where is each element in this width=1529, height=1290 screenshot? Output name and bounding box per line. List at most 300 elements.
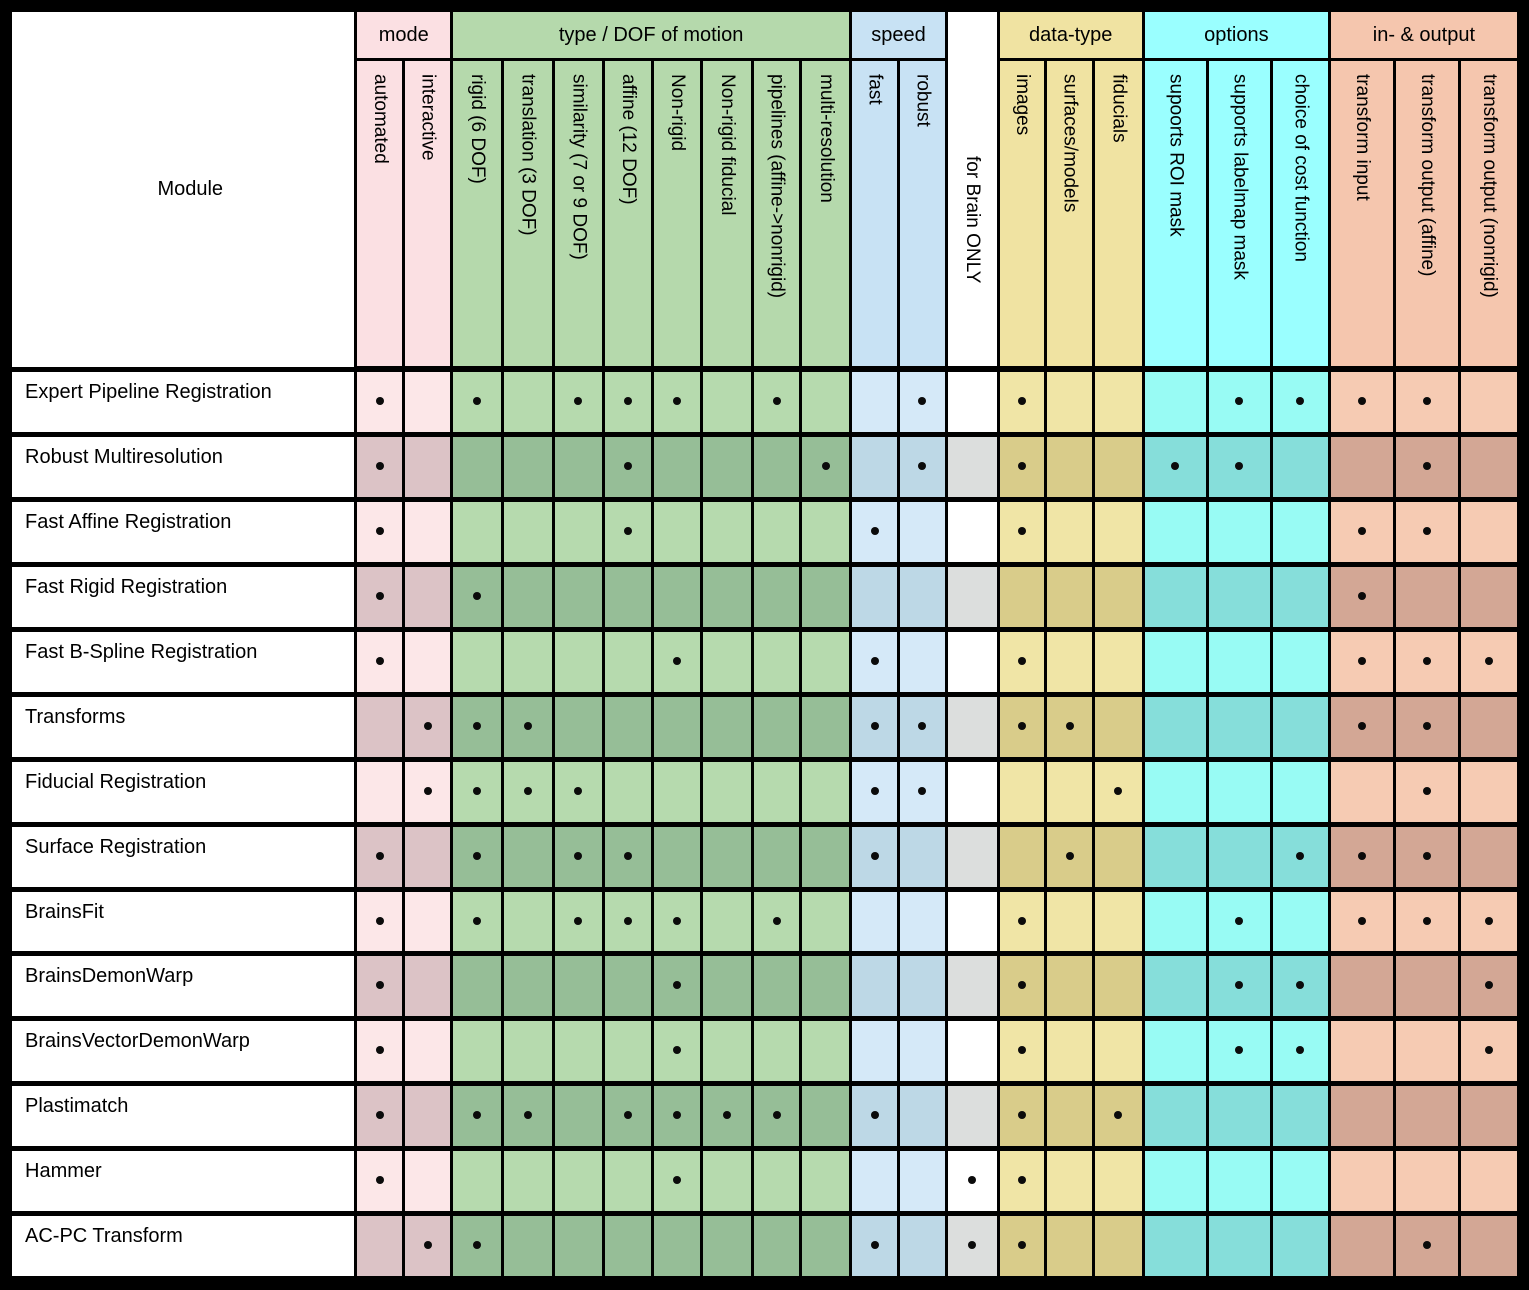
- dot: [1235, 397, 1243, 405]
- dot: [673, 917, 681, 925]
- dot: [624, 462, 632, 470]
- matrix-cell: [801, 889, 851, 954]
- matrix-cell: [1143, 369, 1207, 435]
- matrix-cell: [1046, 889, 1094, 954]
- matrix-cell: [404, 369, 452, 435]
- column-header-13: [998, 60, 1046, 370]
- matrix-cell: [1394, 564, 1459, 629]
- matrix-cell: [553, 889, 604, 954]
- matrix-cell: [653, 694, 702, 759]
- matrix-cell: [1143, 694, 1207, 759]
- matrix-cell: [1046, 759, 1094, 824]
- matrix-cell: [801, 1214, 851, 1279]
- matrix-cell: [1271, 889, 1329, 954]
- matrix-cell: [553, 1214, 604, 1279]
- dot: [1018, 1111, 1026, 1119]
- matrix-cell: [1394, 1084, 1459, 1149]
- matrix-cell: [946, 564, 998, 629]
- column-header-label: automated: [369, 74, 391, 164]
- dot: [1018, 1046, 1026, 1054]
- dot: [871, 787, 879, 795]
- matrix-cell: [356, 564, 404, 629]
- matrix-cell: [502, 629, 553, 694]
- matrix-cell: [899, 435, 947, 500]
- matrix-cell: [1143, 435, 1207, 500]
- dot: [424, 722, 432, 730]
- matrix-cell: [553, 759, 604, 824]
- matrix-cell: [752, 435, 801, 500]
- matrix-cell: [451, 435, 502, 500]
- matrix-cell: [653, 1084, 702, 1149]
- column-header-label: transform output (nonrigid): [1478, 74, 1500, 298]
- dot: [673, 981, 681, 989]
- dot: [473, 917, 481, 925]
- matrix-cell: [604, 759, 653, 824]
- matrix-cell: [1271, 1019, 1329, 1084]
- dot: [1485, 1046, 1493, 1054]
- matrix-cell: [451, 694, 502, 759]
- column-header-10: [851, 60, 899, 370]
- dot: [1296, 397, 1304, 405]
- matrix-cell: [1271, 500, 1329, 565]
- matrix-cell: [604, 694, 653, 759]
- dot: [918, 722, 926, 730]
- column-header-18: [1271, 60, 1329, 370]
- matrix-cell: [356, 1214, 404, 1279]
- comparison-table: [9, 9, 1520, 1281]
- matrix-cell: [1094, 1084, 1144, 1149]
- dot: [1066, 722, 1074, 730]
- dot: [871, 657, 879, 665]
- matrix-cell: [1046, 629, 1094, 694]
- table-row: [11, 500, 1519, 565]
- matrix-cell: [801, 824, 851, 889]
- matrix-cell: [1207, 1214, 1271, 1279]
- column-header-19: [1329, 60, 1394, 370]
- matrix-cell: [1046, 1214, 1094, 1279]
- matrix-cell: [1459, 759, 1518, 824]
- dot: [1018, 657, 1026, 665]
- dot: [376, 917, 384, 925]
- matrix-cell: [653, 629, 702, 694]
- matrix-cell: [946, 1214, 998, 1279]
- matrix-cell: [451, 824, 502, 889]
- matrix-cell: [851, 1019, 899, 1084]
- module-name-cell: Surface Registration: [11, 824, 356, 889]
- dot: [376, 592, 384, 600]
- matrix-cell: [1329, 694, 1394, 759]
- matrix-cell: [899, 1084, 947, 1149]
- module-name-cell: Fast Affine Registration: [11, 500, 356, 565]
- matrix-cell: [1207, 954, 1271, 1019]
- matrix-cell: [1329, 564, 1394, 629]
- matrix-cell: [851, 369, 899, 435]
- column-header-label: robust: [912, 74, 934, 127]
- matrix-cell: [946, 369, 998, 435]
- matrix-cell: [998, 824, 1046, 889]
- dot: [1423, 1241, 1431, 1249]
- matrix-cell: [701, 1149, 752, 1214]
- matrix-cell: [1329, 889, 1394, 954]
- matrix-cell: [946, 954, 998, 1019]
- column-header-2: [451, 60, 502, 370]
- matrix-cell: [701, 1214, 752, 1279]
- matrix-cell: [801, 629, 851, 694]
- matrix-cell: [851, 1214, 899, 1279]
- column-header-label: translation (3 DOF): [517, 74, 539, 236]
- dot: [1171, 462, 1179, 470]
- matrix-cell: [946, 824, 998, 889]
- column-header-label: interactive: [417, 74, 439, 161]
- matrix-cell: [653, 369, 702, 435]
- dot: [1485, 917, 1493, 925]
- column-header-17: [1207, 60, 1271, 370]
- dot: [773, 397, 781, 405]
- matrix-cell: [404, 1019, 452, 1084]
- matrix-cell: [801, 1019, 851, 1084]
- matrix-cell: [1394, 1019, 1459, 1084]
- dot: [918, 462, 926, 470]
- matrix-cell: [553, 435, 604, 500]
- matrix-cell: [998, 564, 1046, 629]
- matrix-cell: [1046, 1019, 1094, 1084]
- dot: [473, 397, 481, 405]
- dot: [376, 657, 384, 665]
- matrix-cell: [1271, 564, 1329, 629]
- column-header-label: similarity (7 or 9 DOF): [568, 74, 590, 260]
- matrix-cell: [604, 954, 653, 1019]
- matrix-cell: [851, 759, 899, 824]
- matrix-cell: [752, 1019, 801, 1084]
- table-row: [11, 954, 1519, 1019]
- matrix-cell: [1207, 1084, 1271, 1149]
- matrix-cell: [998, 694, 1046, 759]
- matrix-cell: [946, 500, 998, 565]
- matrix-cell: [653, 759, 702, 824]
- matrix-cell: [1459, 694, 1518, 759]
- matrix-cell: [752, 369, 801, 435]
- dot: [473, 1111, 481, 1119]
- matrix-cell: [604, 500, 653, 565]
- column-header-label: pipelines (affine->nonrigid): [766, 74, 788, 299]
- matrix-cell: [451, 1084, 502, 1149]
- module-name-cell: Robust Multiresolution: [11, 435, 356, 500]
- dot: [1358, 397, 1366, 405]
- matrix-cell: [653, 435, 702, 500]
- group-header-row: [11, 11, 1519, 60]
- column-header-16: [1143, 60, 1207, 370]
- matrix-cell: [1207, 369, 1271, 435]
- dot: [918, 397, 926, 405]
- dot: [673, 1046, 681, 1054]
- dot: [1423, 917, 1431, 925]
- matrix-cell: [851, 564, 899, 629]
- table-row: [11, 564, 1519, 629]
- matrix-cell: [356, 1149, 404, 1214]
- dot: [1358, 852, 1366, 860]
- column-header-label: supoorts ROI mask: [1165, 74, 1187, 237]
- dot: [723, 1111, 731, 1119]
- matrix-cell: [451, 1149, 502, 1214]
- matrix-cell: [1207, 500, 1271, 565]
- matrix-cell: [1143, 954, 1207, 1019]
- dot: [376, 981, 384, 989]
- matrix-cell: [502, 1149, 553, 1214]
- table-row: [11, 889, 1519, 954]
- dot: [673, 657, 681, 665]
- dot: [822, 462, 830, 470]
- matrix-cell: [404, 759, 452, 824]
- dot: [1423, 527, 1431, 535]
- matrix-cell: [946, 435, 998, 500]
- matrix-cell: [998, 500, 1046, 565]
- matrix-cell: [553, 629, 604, 694]
- matrix-cell: [451, 629, 502, 694]
- table-row: [11, 1214, 1519, 1279]
- matrix-cell: [946, 759, 998, 824]
- matrix-cell: [1207, 694, 1271, 759]
- matrix-cell: [1329, 954, 1394, 1019]
- matrix-cell: [502, 1084, 553, 1149]
- matrix-cell: [502, 759, 553, 824]
- dot: [376, 1111, 384, 1119]
- matrix-cell: [1394, 1149, 1459, 1214]
- dot: [673, 1176, 681, 1184]
- dot: [1423, 852, 1431, 860]
- dot: [376, 527, 384, 535]
- dot: [574, 852, 582, 860]
- matrix-cell: [1143, 759, 1207, 824]
- module-name-cell: Fast Rigid Registration: [11, 564, 356, 629]
- column-header-label: for Brain ONLY: [962, 156, 984, 284]
- group-header-datatype: data-type: [998, 11, 1143, 60]
- dot: [624, 852, 632, 860]
- matrix-cell: [553, 1149, 604, 1214]
- dot: [376, 462, 384, 470]
- matrix-cell: [899, 369, 947, 435]
- matrix-cell: [1271, 759, 1329, 824]
- matrix-cell: [1329, 500, 1394, 565]
- dot: [1018, 527, 1026, 535]
- matrix-cell: [701, 889, 752, 954]
- matrix-cell: [998, 1019, 1046, 1084]
- matrix-cell: [1329, 1084, 1394, 1149]
- column-header-20: [1394, 60, 1459, 370]
- matrix-cell: [1459, 824, 1518, 889]
- matrix-cell: [899, 564, 947, 629]
- matrix-cell: [1094, 1019, 1144, 1084]
- matrix-cell: [1459, 500, 1518, 565]
- module-name-cell: Hammer: [11, 1149, 356, 1214]
- table-row: [11, 1149, 1519, 1214]
- dot: [871, 1111, 879, 1119]
- matrix-cell: [604, 629, 653, 694]
- column-header-for-brain-only: [946, 11, 998, 370]
- matrix-cell: [1207, 629, 1271, 694]
- matrix-cell: [946, 1019, 998, 1084]
- column-header-1: [404, 60, 452, 370]
- matrix-cell: [1459, 629, 1518, 694]
- dot: [1423, 787, 1431, 795]
- matrix-cell: [1329, 629, 1394, 694]
- matrix-cell: [1094, 435, 1144, 500]
- dot: [1235, 981, 1243, 989]
- matrix-cell: [899, 694, 947, 759]
- matrix-cell: [1394, 824, 1459, 889]
- matrix-cell: [1094, 889, 1144, 954]
- dot: [1358, 527, 1366, 535]
- matrix-cell: [451, 369, 502, 435]
- dot: [1018, 397, 1026, 405]
- matrix-cell: [998, 759, 1046, 824]
- matrix-cell: [1046, 694, 1094, 759]
- module-name-cell: Transforms: [11, 694, 356, 759]
- matrix-cell: [1143, 1019, 1207, 1084]
- matrix-cell: [1329, 759, 1394, 824]
- matrix-cell: [998, 889, 1046, 954]
- matrix-cell: [1459, 564, 1518, 629]
- matrix-cell: [1459, 1084, 1518, 1149]
- module-name-cell: AC-PC Transform: [11, 1214, 356, 1279]
- matrix-cell: [851, 435, 899, 500]
- matrix-cell: [1143, 889, 1207, 954]
- matrix-cell: [1271, 1084, 1329, 1149]
- matrix-cell: [653, 824, 702, 889]
- matrix-cell: [1046, 1149, 1094, 1214]
- matrix-cell: [801, 1149, 851, 1214]
- matrix-cell: [1143, 500, 1207, 565]
- matrix-cell: [404, 1149, 452, 1214]
- matrix-cell: [604, 369, 653, 435]
- table-row: [11, 694, 1519, 759]
- matrix-cell: [404, 500, 452, 565]
- dot: [1114, 787, 1122, 795]
- matrix-cell: [752, 500, 801, 565]
- matrix-cell: [1207, 1149, 1271, 1214]
- matrix-cell: [356, 500, 404, 565]
- matrix-cell: [653, 500, 702, 565]
- module-name-cell: Fiducial Registration: [11, 759, 356, 824]
- matrix-cell: [801, 435, 851, 500]
- group-header-mode: mode: [356, 11, 452, 60]
- matrix-cell: [701, 564, 752, 629]
- matrix-cell: [451, 1019, 502, 1084]
- matrix-cell: [404, 435, 452, 500]
- matrix-cell: [851, 889, 899, 954]
- column-header-label: surfaces/models: [1059, 74, 1081, 213]
- matrix-cell: [998, 954, 1046, 1019]
- matrix-cell: [502, 1214, 553, 1279]
- dot: [871, 1241, 879, 1249]
- dot: [524, 1111, 532, 1119]
- matrix-cell: [653, 889, 702, 954]
- column-header-4: [553, 60, 604, 370]
- matrix-cell: [1394, 435, 1459, 500]
- dot: [1358, 722, 1366, 730]
- matrix-cell: [752, 564, 801, 629]
- column-header-label: supports labelmap mask: [1229, 74, 1251, 280]
- matrix-cell: [1094, 564, 1144, 629]
- matrix-cell: [451, 954, 502, 1019]
- column-header-21: [1459, 60, 1518, 370]
- matrix-cell: [899, 1214, 947, 1279]
- dot: [1358, 657, 1366, 665]
- matrix-cell: [851, 824, 899, 889]
- dot: [871, 527, 879, 535]
- matrix-cell: [1271, 1149, 1329, 1214]
- column-header-14: [1046, 60, 1094, 370]
- matrix-cell: [701, 954, 752, 1019]
- matrix-cell: [404, 824, 452, 889]
- matrix-cell: [653, 954, 702, 1019]
- matrix-cell: [502, 564, 553, 629]
- matrix-cell: [653, 564, 702, 629]
- matrix-cell: [356, 889, 404, 954]
- dot: [473, 852, 481, 860]
- dot: [1018, 917, 1026, 925]
- matrix-cell: [404, 1214, 452, 1279]
- matrix-cell: [801, 564, 851, 629]
- matrix-cell: [1094, 629, 1144, 694]
- dot: [473, 1241, 481, 1249]
- matrix-cell: [899, 759, 947, 824]
- matrix-cell: [1394, 954, 1459, 1019]
- matrix-cell: [752, 824, 801, 889]
- column-header-label: images: [1011, 74, 1033, 136]
- matrix-cell: [604, 1019, 653, 1084]
- matrix-cell: [752, 1084, 801, 1149]
- dot: [376, 1176, 384, 1184]
- matrix-cell: [356, 629, 404, 694]
- dot: [424, 1241, 432, 1249]
- matrix-cell: [801, 500, 851, 565]
- dot: [624, 917, 632, 925]
- matrix-cell: [1046, 1084, 1094, 1149]
- matrix-cell: [1046, 435, 1094, 500]
- matrix-cell: [899, 889, 947, 954]
- matrix-cell: [1094, 694, 1144, 759]
- matrix-cell: [404, 629, 452, 694]
- dot: [1423, 657, 1431, 665]
- matrix-cell: [701, 629, 752, 694]
- matrix-cell: [1094, 1149, 1144, 1214]
- module-name-cell: BrainsVectorDemonWarp: [11, 1019, 356, 1084]
- matrix-cell: [899, 500, 947, 565]
- matrix-cell: [553, 824, 604, 889]
- matrix-cell: [451, 759, 502, 824]
- matrix-cell: [1394, 889, 1459, 954]
- matrix-cell: [553, 564, 604, 629]
- matrix-cell: [1271, 1214, 1329, 1279]
- matrix-cell: [1271, 824, 1329, 889]
- dot: [624, 1111, 632, 1119]
- module-name-cell: BrainsFit: [11, 889, 356, 954]
- dot: [574, 787, 582, 795]
- matrix-cell: [604, 564, 653, 629]
- matrix-cell: [1143, 1149, 1207, 1214]
- matrix-cell: [801, 369, 851, 435]
- dot: [1235, 1046, 1243, 1054]
- matrix-cell: [604, 889, 653, 954]
- matrix-cell: [604, 1214, 653, 1279]
- matrix-cell: [1329, 1149, 1394, 1214]
- matrix-cell: [946, 694, 998, 759]
- dot: [1423, 722, 1431, 730]
- matrix-cell: [553, 694, 604, 759]
- matrix-cell: [1094, 369, 1144, 435]
- matrix-cell: [1329, 1019, 1394, 1084]
- matrix-cell: [752, 629, 801, 694]
